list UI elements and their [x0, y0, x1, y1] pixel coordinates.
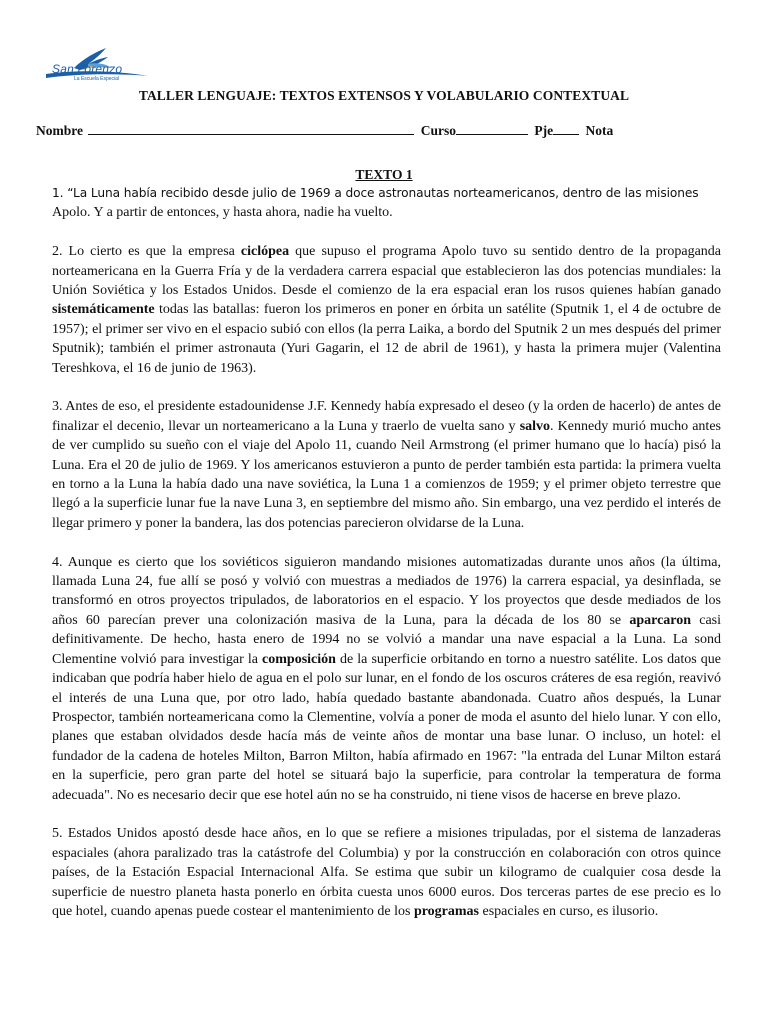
paragraph-2: [52, 242, 721, 378]
paragraph-1: [52, 184, 721, 223]
paragraph-2-text: 2. Lo cierto es que la empresa: [52, 244, 241, 260]
paragraph-4: [52, 553, 721, 805]
vocab-word-composicion: composición: [262, 651, 336, 667]
vocab-word-ciclopea: ciclópea: [240, 244, 290, 260]
student-fields: [36, 122, 613, 139]
nota-label: Nota: [585, 123, 614, 138]
paragraph-3-text: 3. Antes de eso, el presidente estadounidense J.F. Kennedy había expresado el deseo (y la orden de hacerlo) de antes de finalizar el decenio, llevar un norteamericano a la Luna y traerlo de vuelta sano y: [52, 399, 721, 434]
vocab-word-programas: programas: [413, 903, 480, 919]
paragraph-3-text: . Kennedy murió mucho antes de ver cumplido su sueño con el viaje del Apolo 11, cuando Neil Armstrong (el primer humano que lo hacía) pisó la Luna. Era el 20 de julio de 1969. Y los americanos estuvieron a punto de perder también esta partida: la primera vuelta en torno a la Luna la había dado una nave soviética, la Luna 1 a comienzos de 1959; y el primer objeto terrestre que llegó a la superficie lunar fue la nave Luna 3, en septiembre del mismo año. Sin embargo, una vez perdido el interés de llegar primero y poner la bandera, las dos potencias parecieron olvidarse de la Luna.: [52, 418, 721, 531]
paragraph-5: [52, 824, 721, 921]
curso-label: Curso: [420, 123, 457, 138]
school-logo: [44, 46, 156, 92]
paragraph-3: [52, 397, 721, 533]
paragraph-4-text: casi definitivamente. De hecho, hasta enero de 1994 no se volvió a mandar una nave espacial a la Luna. La sond Clementine volvió para investigar la: [52, 612, 722, 667]
worksheet-title: TALLER LENGUAJE: TEXTOS EXTENSOS Y VOLABULARIO CONTEXTUAL: [138, 88, 630, 103]
pje-field[interactable]: [553, 122, 579, 135]
paragraph-1-line-1: 1. “La Luna había recibido desde julio de 1969 a doce astronautas norteamericanos, dentro de las misiones: [52, 186, 699, 200]
paragraph-2-text: que supuso el programa Apolo tuvo su sentido dentro de la propaganda norteamericana en la Guerra Fría y de la verdadera carrera espacial que establecieron las dos potencias mundiales: la Unión Soviética y los Estados Unidos. Desde el comienzo de la era espacial eran los rusos quienes habían ganado: [52, 244, 721, 299]
nombre-field[interactable]: [88, 122, 414, 135]
paragraph-5-text: 5. Estados Unidos apostó desde hace años, en lo que se refiere a misiones tripuladas, por el sistema de lanzaderas espaciales (ahora paralizado tras la catástrofe del Columbia) y por la construcción en colaboración con otros quince países, de la Estación Espacial Internacional Alfa. Se estima que subir un kilogramo de cualquier cosa desde la superficie de nuestro planeta hasta ponerlo en órbita cuesta unos 6000 euros. Dos terceras partes de ese precio es lo que hotel, cuando apenas puede costear el mantenimiento de los: [52, 826, 721, 919]
logo-tagline: La Escuela Especial: [74, 76, 120, 82]
reading-text: [52, 184, 721, 941]
vocab-word-salvo: salvo: [519, 418, 551, 434]
paragraph-4-text: 4. Aunque es cierto que los soviéticos siguieron mandando misiones automatizadas durante unos años (la última, llamada Luna 24, fue allí se posó y volvió con muestras a mediados de 1976) la carrera espacial, ya desinflada, se transformó en otros proyectos tripulados, de laboratorios en el espacio. Y los proyectos que desde mediados de los años 60 parecían prever una colonización masiva de la Luna, para la década de los 80 se: [52, 554, 721, 628]
paragraph-5-text: espaciales en curso, es ilusorio.: [479, 903, 659, 919]
vocab-word-aparcaron: aparcaron: [629, 612, 692, 628]
paragraph-2-text: todas las batallas: fueron los primeros en poner en órbita un satélite (Sputnik 1, el 4 de octubre de 1957); el primer ser vivo en el espacio subió con ellos (la perra Laika, a bordo del Sputnik 2 un mes después del primer Sputnik); también el primer astronauta (Yuri Gagarin, el 12 de abril de 1961), y hasta la primera mujer (Valentina Tereshkova, el 16 de junio de 1963).: [52, 302, 721, 376]
paragraph-1-line-2: Apolo. Y a partir de entonces, y hasta ahora, nadie ha vuelto.: [52, 205, 393, 221]
curso-field[interactable]: [456, 122, 528, 135]
nombre-label: Nombre: [36, 123, 83, 138]
paragraph-4-text: de la superficie orbitando en torno a nuestro satélite. Los datos que indicaban que podría haber hielo de agua en el polo sur lunar, en el fondo de los oscuros cráteres de esa región, reavivó el interés de una Luna que, por otro lado, había quedado bastante abandonada. Cuatro años después, la Lunar Prospector, también norteamericana como la Clementine, volvía a poner de moda el asunto del hielo lunar. Y con ello, planes que estaban olvidados desde hacía más de veinte años de montar una base lunar. O incluso, un hotel: el fundador de la cadena de hoteles Milton, Barron Milton, había afirmado en 1967: "la entrada del Lunar Milton estará en la superficie, pero gran parte del hotel se situará bajo la superficie, para controlar la temperatura de forma adecuada". No es necesario decir que ese hotel aún no se ha construido, ni tiene visos de hacerse en breve plazo.: [52, 651, 721, 803]
text-heading: TEXTO 1: [355, 167, 413, 182]
pje-label: Pje: [534, 123, 554, 138]
vocab-word-sistematicamente: sistemáticamente: [52, 302, 155, 318]
logo-name: San Lorenzo: [52, 62, 123, 76]
